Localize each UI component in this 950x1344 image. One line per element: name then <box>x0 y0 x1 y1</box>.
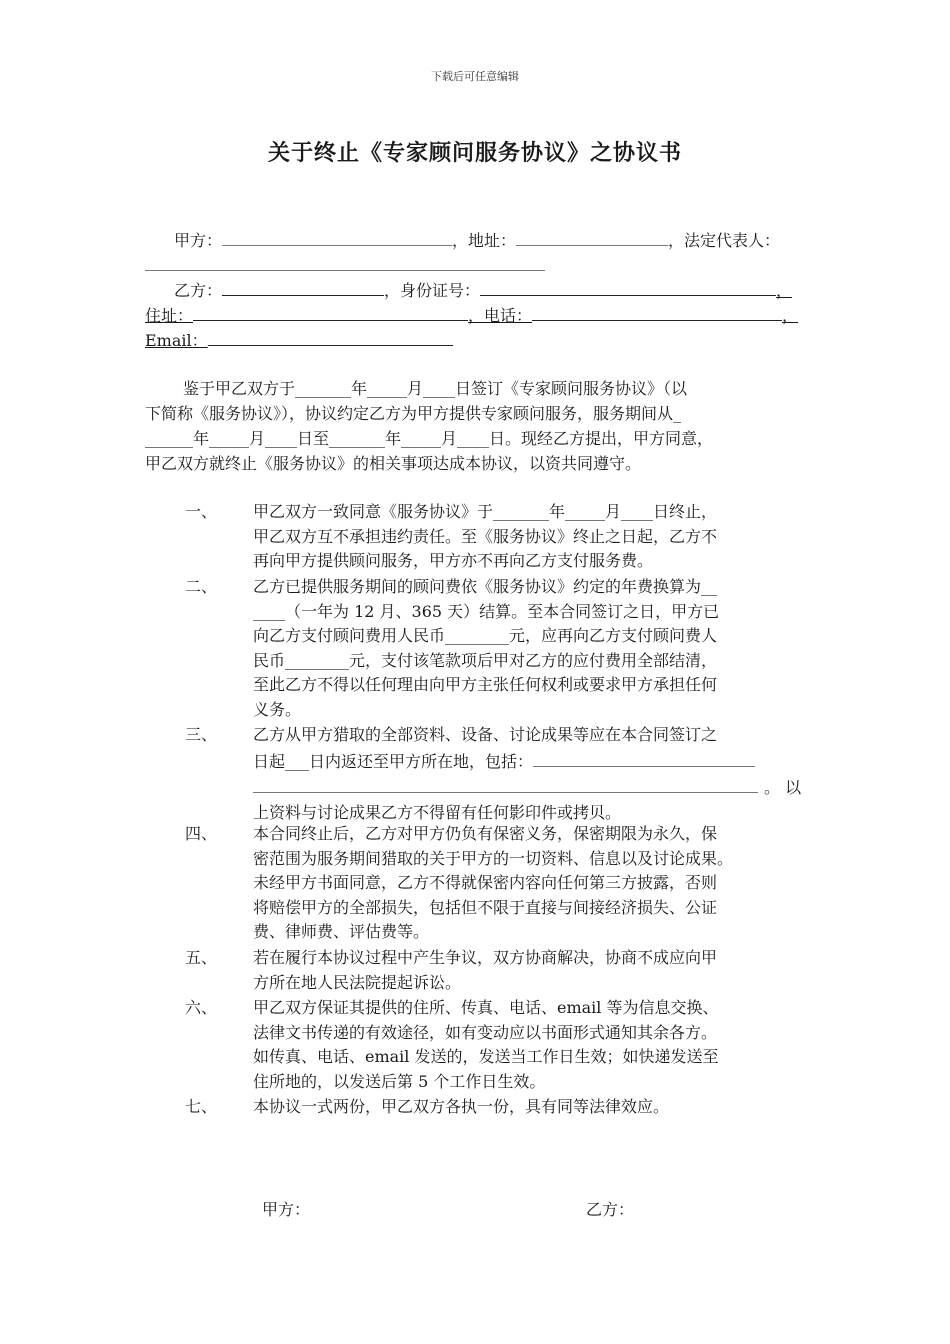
party-b-address-line: 住址： ，电话： ， <box>145 302 798 328</box>
header-note: 下载后可任意编辑 <box>431 70 519 83</box>
clause-line: 住所地的，以发送后第 5 个工作日生效。 <box>253 1071 546 1091</box>
clause-line: 未经甲方书面同意，乙方不得就保密内容向任何第三方披露，否则 <box>253 873 718 892</box>
clause-number: 四、 <box>185 824 218 843</box>
party-b-id-label: ，身份证号： <box>384 281 481 300</box>
party-b-line: 乙方： ，身份证号： ， <box>174 277 792 303</box>
clause-body <box>253 500 818 574</box>
clause-body <box>253 1095 818 1120</box>
party-a-name-blank[interactable] <box>222 227 452 246</box>
preamble-line: ______年_____月____日至_______年_____月____日。现经乙方提出，甲方同意， <box>145 429 714 448</box>
clause-body <box>253 575 818 722</box>
clause-number: 六、 <box>185 998 218 1017</box>
party-a-address-label: ，地址： <box>452 231 517 250</box>
clause-number: 二、 <box>185 577 218 596</box>
clause-line: 。 以 <box>253 774 818 801</box>
clause-line: 如传真、电话、email 发送的，发送当工作日生效；如快递发送至 <box>253 1047 719 1066</box>
clause-line: 将赔偿甲方的全部损失，包括但不限于直接与间接经济损失、公证 <box>253 897 718 917</box>
clause-line: 乙方已提供服务期间的顾问费依《服务协议》约定的年费换算为__ <box>253 577 718 596</box>
party-a-rep-blank[interactable] <box>145 252 545 271</box>
party-b-phone-blank[interactable] <box>532 302 782 321</box>
clause-line: 法律文书传递的有效途径，如有变动应以书面形式通知其余各方。 <box>253 1022 718 1042</box>
returned-items-blank-2[interactable] <box>253 774 758 793</box>
clause-number: 一、 <box>185 502 218 521</box>
clause-line: 民币________元，支付该笔款项后甲对乙方的应付费用全部结清， <box>253 650 718 670</box>
signature-party-a: 甲方： <box>262 1200 311 1219</box>
party-b-email-line <box>145 327 453 353</box>
party-a-rep-line <box>145 252 545 278</box>
preamble-line: 甲乙双方就终止《服务协议》的相关事项达成本协议，以资共同遵守。 <box>145 454 642 473</box>
clause-line: 方所在地人民法院提起诉讼。 <box>253 972 462 992</box>
clause-line: 再向甲方提供顾问服务，甲方亦不再向乙方支付服务费。 <box>253 551 654 570</box>
clause-line: 日起___日内返还至甲方所在地，包括： <box>253 748 818 775</box>
clause-body <box>253 946 818 995</box>
clause-number: 三、 <box>185 725 218 744</box>
clause-line: 至此乙方不得以任何理由向甲方主张任何权利或要求甲方承担任何 <box>253 675 718 694</box>
party-b-name-blank[interactable] <box>222 277 384 296</box>
clause-body <box>253 822 818 945</box>
clause-line: 上资料与讨论成果乙方不得留有任何影印件或拷贝。 <box>253 802 622 822</box>
page-title: 关于终止《专家顾问服务协议》之协议书 <box>267 140 682 166</box>
clause-body <box>253 996 818 1094</box>
returned-items-blank[interactable] <box>533 748 755 767</box>
clause-body <box>253 723 818 825</box>
party-a-rep-label: ，法定代表人： <box>668 231 781 250</box>
clause-line: 乙方从甲方猎取的全部资料、设备、讨论成果等应在本合同签订之 <box>253 725 718 744</box>
clause-line: 本合同终止后，乙方对甲方仍负有保密义务，保密期限为永久，保 <box>253 824 718 843</box>
clause-line: 甲乙双方一致同意《服务协议》于_______年_____月____日终止， <box>253 502 718 521</box>
party-b-address-blank[interactable] <box>193 302 468 321</box>
clause-number: 七、 <box>185 1097 218 1116</box>
party-a-label: 甲方： <box>174 231 223 250</box>
clause-line: 费、律师费、评估费等。 <box>253 922 430 941</box>
clause-number: 五、 <box>185 948 218 967</box>
party-b-phone-label: ，电话： <box>468 306 533 325</box>
clause-line: ____（一年为 12 月、365 天）结算。至本合同签订之日，甲方已 <box>253 601 720 621</box>
party-b-id-blank[interactable] <box>480 277 776 296</box>
signature-party-b: 乙方： <box>586 1200 635 1219</box>
party-b-label: 乙方： <box>174 281 223 300</box>
clause-line: 向乙方支付顾问费用人民币________元，应再向乙方支付顾问费人 <box>253 626 718 645</box>
clause-line: 甲乙双方保证其提供的住所、传真、电话、email 等为信息交换、 <box>253 998 719 1017</box>
clause-line: 密范围为服务期间猎取的关于甲方的一切资料、信息以及讨论成果。 <box>253 848 734 868</box>
party-b-email-blank[interactable] <box>208 327 453 346</box>
party-b-email-label: Email： <box>145 331 208 350</box>
clause-line: 若在履行本协议过程中产生争议，双方协商解决，协商不成应向甲 <box>253 948 718 967</box>
clause-line: 义务。 <box>253 699 302 719</box>
clause-line: 本协议一式两份，甲乙双方各执一份，具有同等法律效应。 <box>253 1097 670 1116</box>
party-a-address-blank[interactable] <box>516 227 668 246</box>
preamble-line: 鉴于甲乙双方于_______年_____月____日签订《专家顾问服务协议》（以 <box>183 379 688 398</box>
party-b-address-label: 住址： <box>145 306 194 325</box>
preamble-line: 下简称《服务协议》），协议约定乙方为甲方提供专家顾问服务，服务期间从_ <box>145 404 682 423</box>
party-a-line <box>174 227 780 253</box>
preamble <box>145 376 820 476</box>
clause-line: 甲乙双方互不承担违约责任。至《服务协议》终止之日起，乙方不 <box>253 526 718 546</box>
